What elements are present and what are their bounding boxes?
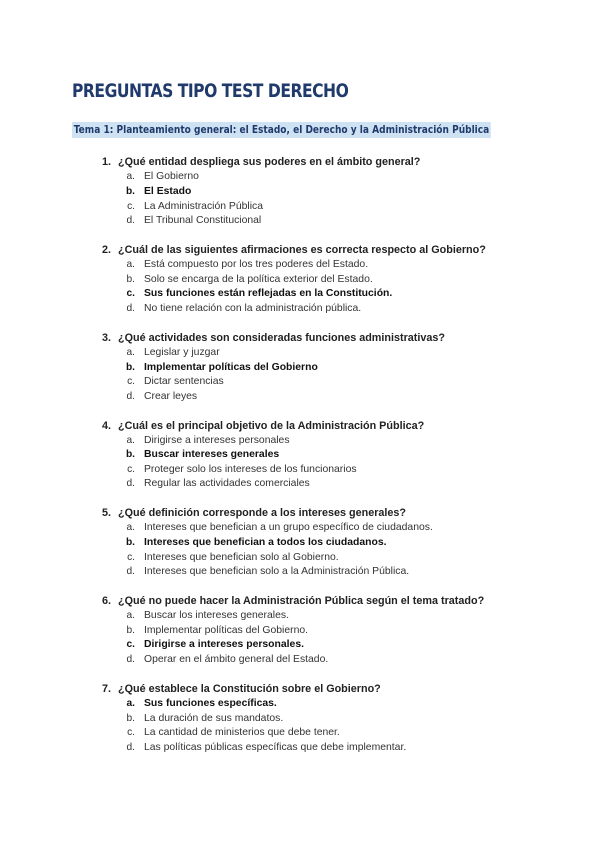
option-text: No tiene relación con la administración pública.: [144, 302, 362, 314]
option-letter: b.: [125, 361, 135, 373]
option-text: Regular las actividades comerciales: [144, 478, 310, 490]
question-2: [0, 243, 600, 316]
option-letter: a.: [126, 171, 135, 183]
option-letter: b.: [125, 537, 135, 549]
question-7: [0, 682, 600, 755]
option-letter: a.: [126, 434, 135, 446]
question-text: ¿Cuál es el principal objetivo de la Administración Pública?: [118, 419, 425, 432]
question-6: [0, 594, 600, 667]
question-number: 2.: [101, 244, 111, 257]
question-line: [0, 418, 600, 433]
question-line: [0, 331, 600, 346]
option-text: El Estado: [144, 185, 192, 197]
option-letter: d.: [126, 215, 135, 227]
answer-option: [0, 213, 600, 228]
option-text: Proteger solo los intereses de los funcionarios: [144, 463, 357, 475]
option-letter: d.: [126, 478, 135, 490]
question-number: 7.: [101, 682, 111, 695]
option-letter: c.: [127, 551, 135, 563]
option-letter: a.: [126, 610, 135, 622]
option-letter: d.: [126, 302, 135, 314]
option-text: El Tribunal Constitucional: [144, 215, 262, 227]
answer-option: [0, 477, 600, 492]
option-text: Dirigirse a intereses personales: [144, 434, 290, 446]
option-text: Implementar políticas del Gobierno: [144, 361, 318, 373]
option-letter: a.: [126, 697, 135, 709]
option-text: La Administración Pública: [144, 200, 263, 212]
option-letter: c.: [127, 376, 135, 388]
option-text: Solo se encarga de la política exterior del Estado.: [144, 273, 373, 285]
answer-option: [0, 623, 600, 638]
answer-option-correct: [0, 447, 600, 462]
option-letter: a.: [126, 346, 135, 358]
answer-option: [0, 521, 600, 536]
question-text: ¿Qué establece la Constitución sobre el Gobierno?: [118, 682, 381, 695]
option-text: La cantidad de ministerios que debe tener.: [144, 727, 340, 739]
answer-option-correct: [0, 696, 600, 711]
answer-option: [0, 272, 600, 287]
question-1: [0, 155, 600, 228]
option-text: Buscar los intereses generales.: [144, 610, 289, 622]
answer-option: [0, 199, 600, 214]
answer-option: [0, 170, 600, 185]
question-text: ¿Qué entidad despliega sus poderes en el ámbito general?: [118, 156, 421, 169]
option-letter: c.: [126, 639, 135, 651]
answer-option: [0, 301, 600, 316]
option-letter: a.: [126, 522, 135, 534]
option-text: Operar en el ámbito general del Estado.: [144, 654, 329, 665]
question-number: 4.: [101, 419, 111, 432]
question-line: [0, 594, 600, 609]
option-text: Buscar intereses generales: [144, 449, 280, 461]
option-text: Está compuesto por los tres poderes del Estado.: [144, 259, 369, 271]
question-line: [0, 155, 600, 170]
option-letter: d.: [126, 654, 135, 665]
question-text: ¿Qué actividades son consideradas funciones administrativas?: [118, 331, 446, 344]
answer-option: [0, 257, 600, 272]
question-3: [0, 331, 600, 404]
question-text: ¿Qué no puede hacer la Administración Pública según el tema tratado?: [118, 595, 485, 608]
document-title: PREGUNTAS TIPO TEST DERECHO: [72, 80, 349, 102]
option-text: El Gobierno: [144, 171, 199, 183]
option-letter: c.: [127, 200, 135, 212]
option-letter: a.: [126, 259, 135, 271]
option-text: Legislar y juzgar: [144, 346, 220, 358]
question-number: 6.: [101, 595, 111, 608]
answer-option: [0, 740, 600, 755]
question-line: [0, 243, 600, 258]
answer-option-correct: [0, 360, 600, 375]
option-letter: d.: [126, 566, 135, 578]
question-list: [0, 155, 600, 769]
option-text: Dictar sentencias: [144, 376, 224, 388]
question-number: 1.: [101, 156, 111, 169]
answer-option: [0, 550, 600, 565]
question-line: [0, 682, 600, 697]
option-letter: c.: [126, 288, 135, 300]
question-text: ¿Qué definición corresponde a los intereses generales?: [118, 507, 407, 520]
question-line: [0, 506, 600, 521]
question-5: [0, 506, 600, 579]
answer-option: [0, 725, 600, 740]
answer-option-correct: [0, 184, 600, 199]
option-text: Sus funciones están reflejadas en la Constitución.: [144, 288, 393, 300]
option-text: Intereses que benefician a un grupo específico de ciudadanos.: [144, 522, 433, 534]
answer-option: [0, 564, 600, 579]
option-text: Implementar políticas del Gobierno.: [144, 624, 309, 636]
answer-option: [0, 711, 600, 726]
option-text: Crear leyes: [144, 390, 198, 402]
option-letter: d.: [126, 741, 135, 753]
question-number: 5.: [101, 507, 111, 520]
answer-option: [0, 652, 600, 667]
question-text: ¿Cuál de las siguientes afirmaciones es correcta respecto al Gobierno?: [118, 244, 486, 257]
option-letter: b.: [125, 449, 135, 461]
option-letter: b.: [126, 624, 135, 636]
option-letter: c.: [127, 727, 135, 739]
option-text: La duración de sus mandatos.: [144, 712, 284, 724]
option-text: Intereses que benefician a todos los ciudadanos.: [144, 537, 387, 549]
option-text: Intereses que benefician solo a la Administración Pública.: [144, 566, 410, 578]
option-text: Intereses que benefician solo al Gobierno.: [144, 551, 339, 563]
answer-option: [0, 345, 600, 360]
answer-option: [0, 462, 600, 477]
answer-option-correct: [0, 638, 600, 653]
option-letter: b.: [125, 185, 135, 197]
topic-heading: Tema 1: Planteamiento general: el Estado, el Derecho y la Administración Pública: [73, 124, 490, 136]
option-text: Dirigirse a intereses personales.: [144, 639, 304, 651]
answer-option: [0, 608, 600, 623]
answer-option: [0, 433, 600, 448]
answer-option-correct: [0, 535, 600, 550]
answer-option-correct: [0, 287, 600, 302]
question-number: 3.: [101, 331, 111, 344]
option-letter: c.: [127, 463, 135, 475]
option-letter: b.: [126, 273, 135, 285]
question-4: [0, 418, 600, 491]
option-letter: d.: [126, 390, 135, 402]
option-text: Sus funciones específicas.: [144, 697, 277, 709]
option-text: Las políticas públicas específicas que debe implementar.: [144, 741, 407, 753]
answer-option: [0, 374, 600, 389]
option-letter: b.: [126, 712, 135, 724]
answer-option: [0, 389, 600, 404]
